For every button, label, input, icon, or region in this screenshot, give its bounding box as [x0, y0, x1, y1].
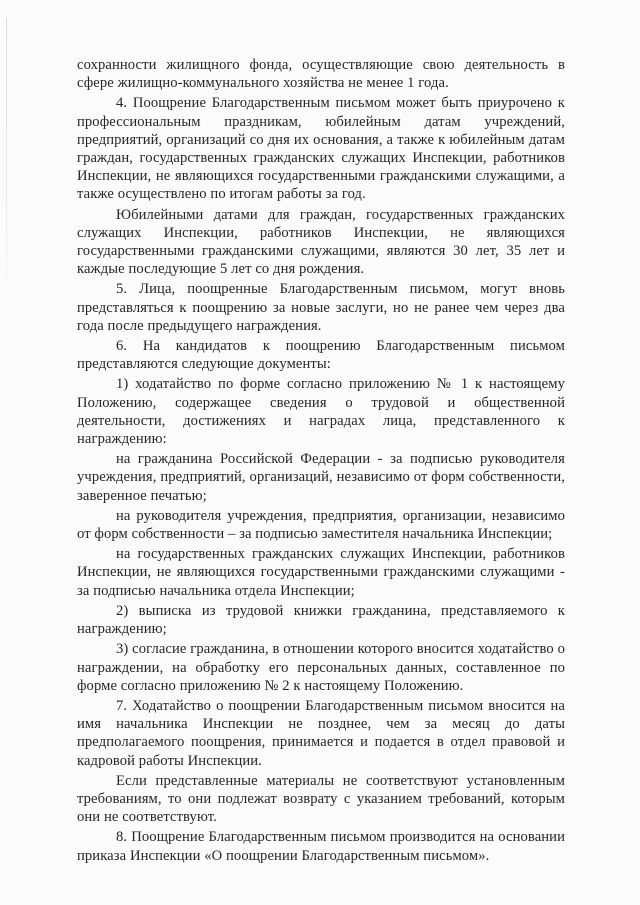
paragraph-subitem-2: 2) выписка из трудовой книжки гражданина, представляемого к награждению; — [77, 602, 565, 638]
paragraph-subitem-1: 1) ходатайство по форме согласно приложению № 1 к настоящему Положению, содержащее сведения о трудовой и общественной деятельности, достижениях и наградах лица, представленного к награждению: — [77, 376, 565, 448]
paragraph-head-petition: на руководителя учреждения, предприятия, организации, независимо от форм собственности – за подписью заместителя начальника Инспекции; — [77, 507, 565, 543]
paragraph-continuation: сохранности жилищного фонда, осуществляющие свою деятельность в сфере жилищно-коммунального хозяйства не менее 1 года. — [77, 57, 565, 92]
scan-edge-mark — [6, 18, 7, 278]
paragraph-anniversary-dates: Юбилейными датами для граждан, государственных гражданских служащих Инспекции, работников Инспекции, не являющихся государственными гражданскими служащими, являются 30 лет, 35 лет и каждые последующие 5 лет со дня рождения. — [77, 206, 565, 278]
paragraph-item-6: 6. На кандидатов к поощрению Благодарственным письмом представляются следующие документы: — [77, 338, 565, 373]
paragraph-subitem-3: 3) согласие гражданина, в отношении которого вносится ходатайство о награждении, на обработку его персональных данных, составленное по форме согласно приложению № 2 к настоящему Положению. — [77, 641, 565, 694]
paragraph-servants-petition: на государственных гражданских служащих Инспекции, работников Инспекции, не являющихся государственными гражданскими служащими - за подписью начальника отдела Инспекции; — [77, 546, 565, 599]
paragraph-item-4: 4. Поощрение Благодарственным письмом может быть приурочено к профессиональным праздникам, юбилейным датам учреждений, предприятий, организаций со дня их основания, а также к юбилейным датам граждан, государственных гражданских служащих Инспекции, работников Инспекции, не являющихся государственными гражданскими служащими, а также осуществлено по итогам работы за год. — [77, 95, 565, 203]
paragraph-item-8: 8. Поощрение Благодарственным письмом производится на основании приказа Инспекции «О поощрении Благодарственным письмом». — [77, 829, 565, 864]
paragraph-return-materials: Если представленные материалы не соответствуют установленным требованиям, то они подлежат возврату с указанием требований, которым они не соответствуют. — [77, 772, 565, 826]
paragraph-item-7: 7. Ходатайство о поощрении Благодарственным письмом вносится на имя начальника Инспекции не позднее, чем за месяц до даты предполагаемого поощрения, принимается и подается в отдел правовой и кадровой работы Инспекции. — [77, 697, 565, 769]
paragraph-item-5: 5. Лица, поощренные Благодарственным письмом, могут вновь представляться к поощрению за новые заслуги, но не ранее чем через два года после предыдущего награждения. — [77, 281, 565, 334]
document-body — [77, 56, 565, 867]
paragraph-citizen-petition: на гражданина Российской Федерации - за подписью руководителя учреждения, предприятий, организаций, независимо от форм собственности, заверенное печатью; — [77, 451, 565, 504]
